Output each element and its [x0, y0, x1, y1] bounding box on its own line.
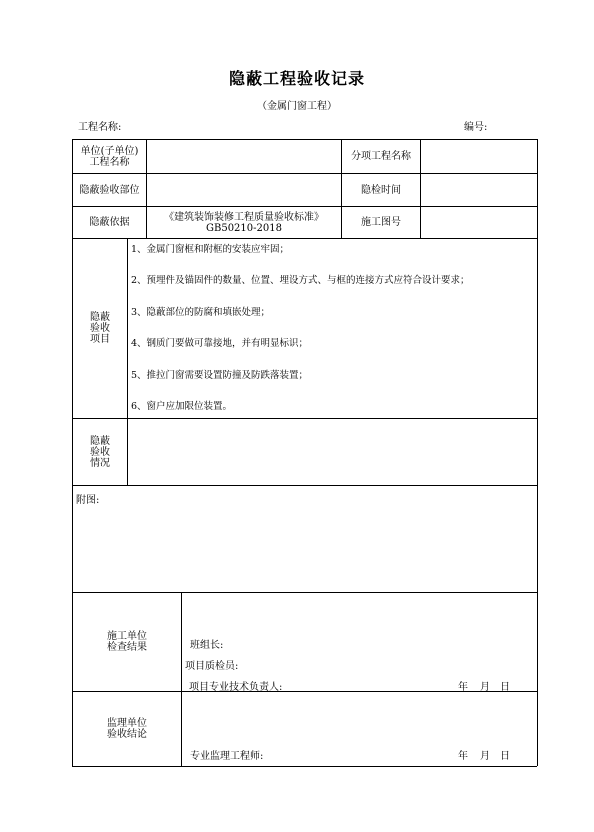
supervisor-date-month: 月 — [480, 751, 490, 762]
contractor-date-day: 日 — [500, 682, 510, 693]
supervisor-engineer-label: 专业监理工程师: — [190, 751, 264, 762]
tech-lead-label: 项目专业技术负责人: — [189, 682, 283, 693]
items-list — [131, 239, 535, 418]
supervisor-date-year: 年 — [458, 751, 468, 762]
inspection-time-value[interactable] — [421, 174, 537, 206]
items-label: 隐蔽 验收 项目 — [90, 312, 110, 345]
contractor-label: 施工单位 检查结果 — [107, 631, 147, 653]
number-label: 编号: — [464, 122, 488, 133]
attachment-label: 附图: — [76, 495, 100, 506]
list-item: 6、窗户应加限位装置。 — [131, 401, 233, 412]
page-subtitle: （金属门窗工程） — [257, 101, 337, 112]
list-item: 1、金属门窗框和附框的安装应牢固； — [131, 243, 290, 255]
list-item: 3、隐蔽部位的防腐和填嵌处理； — [131, 306, 271, 318]
unit-name-value[interactable] — [147, 140, 341, 173]
basis-value: 《建筑装饰装修工程质量验收标准》 GB50210-2018 — [164, 211, 324, 234]
status-label: 隐蔽 验收 情况 — [90, 435, 110, 469]
attachment-area[interactable] — [73, 500, 536, 591]
subproject-value[interactable] — [421, 140, 537, 173]
contractor-date-month: 月 — [480, 682, 490, 693]
inspection-time-label: 隐检时间 — [361, 184, 401, 196]
status-value[interactable] — [128, 419, 536, 485]
quality-inspector-label: 项目质检员: — [185, 661, 239, 672]
location-value[interactable] — [147, 174, 341, 206]
basis-label: 隐蔽依据 — [89, 217, 130, 228]
team-leader-label: 班组长: — [190, 640, 224, 651]
list-item: 2、预埋件及锚固件的数量、位置、埋设方式、与框的连接方式应符合设计要求； — [131, 275, 470, 286]
subproject-label: 分项工程名称 — [351, 151, 411, 162]
list-item: 4、钢质门要做可靠接地，并有明显标识； — [131, 338, 309, 349]
location-label: 隐蔽验收部位 — [79, 184, 140, 196]
supervisor-label: 监理单位 验收结论 — [107, 718, 147, 740]
unit-name-label: 单位(子单位) 工程名称 — [80, 145, 139, 168]
page-title: 隐蔽工程验收记录 — [228, 69, 365, 88]
supervisor-date-day: 日 — [500, 751, 510, 762]
project-name-label: 工程名称: — [78, 122, 122, 133]
list-item: 5、推拉门窗需要设置防撞及防跌落装置； — [131, 369, 309, 381]
drawing-no-label: 施工图号 — [361, 217, 401, 228]
contractor-date-year: 年 — [458, 682, 468, 693]
